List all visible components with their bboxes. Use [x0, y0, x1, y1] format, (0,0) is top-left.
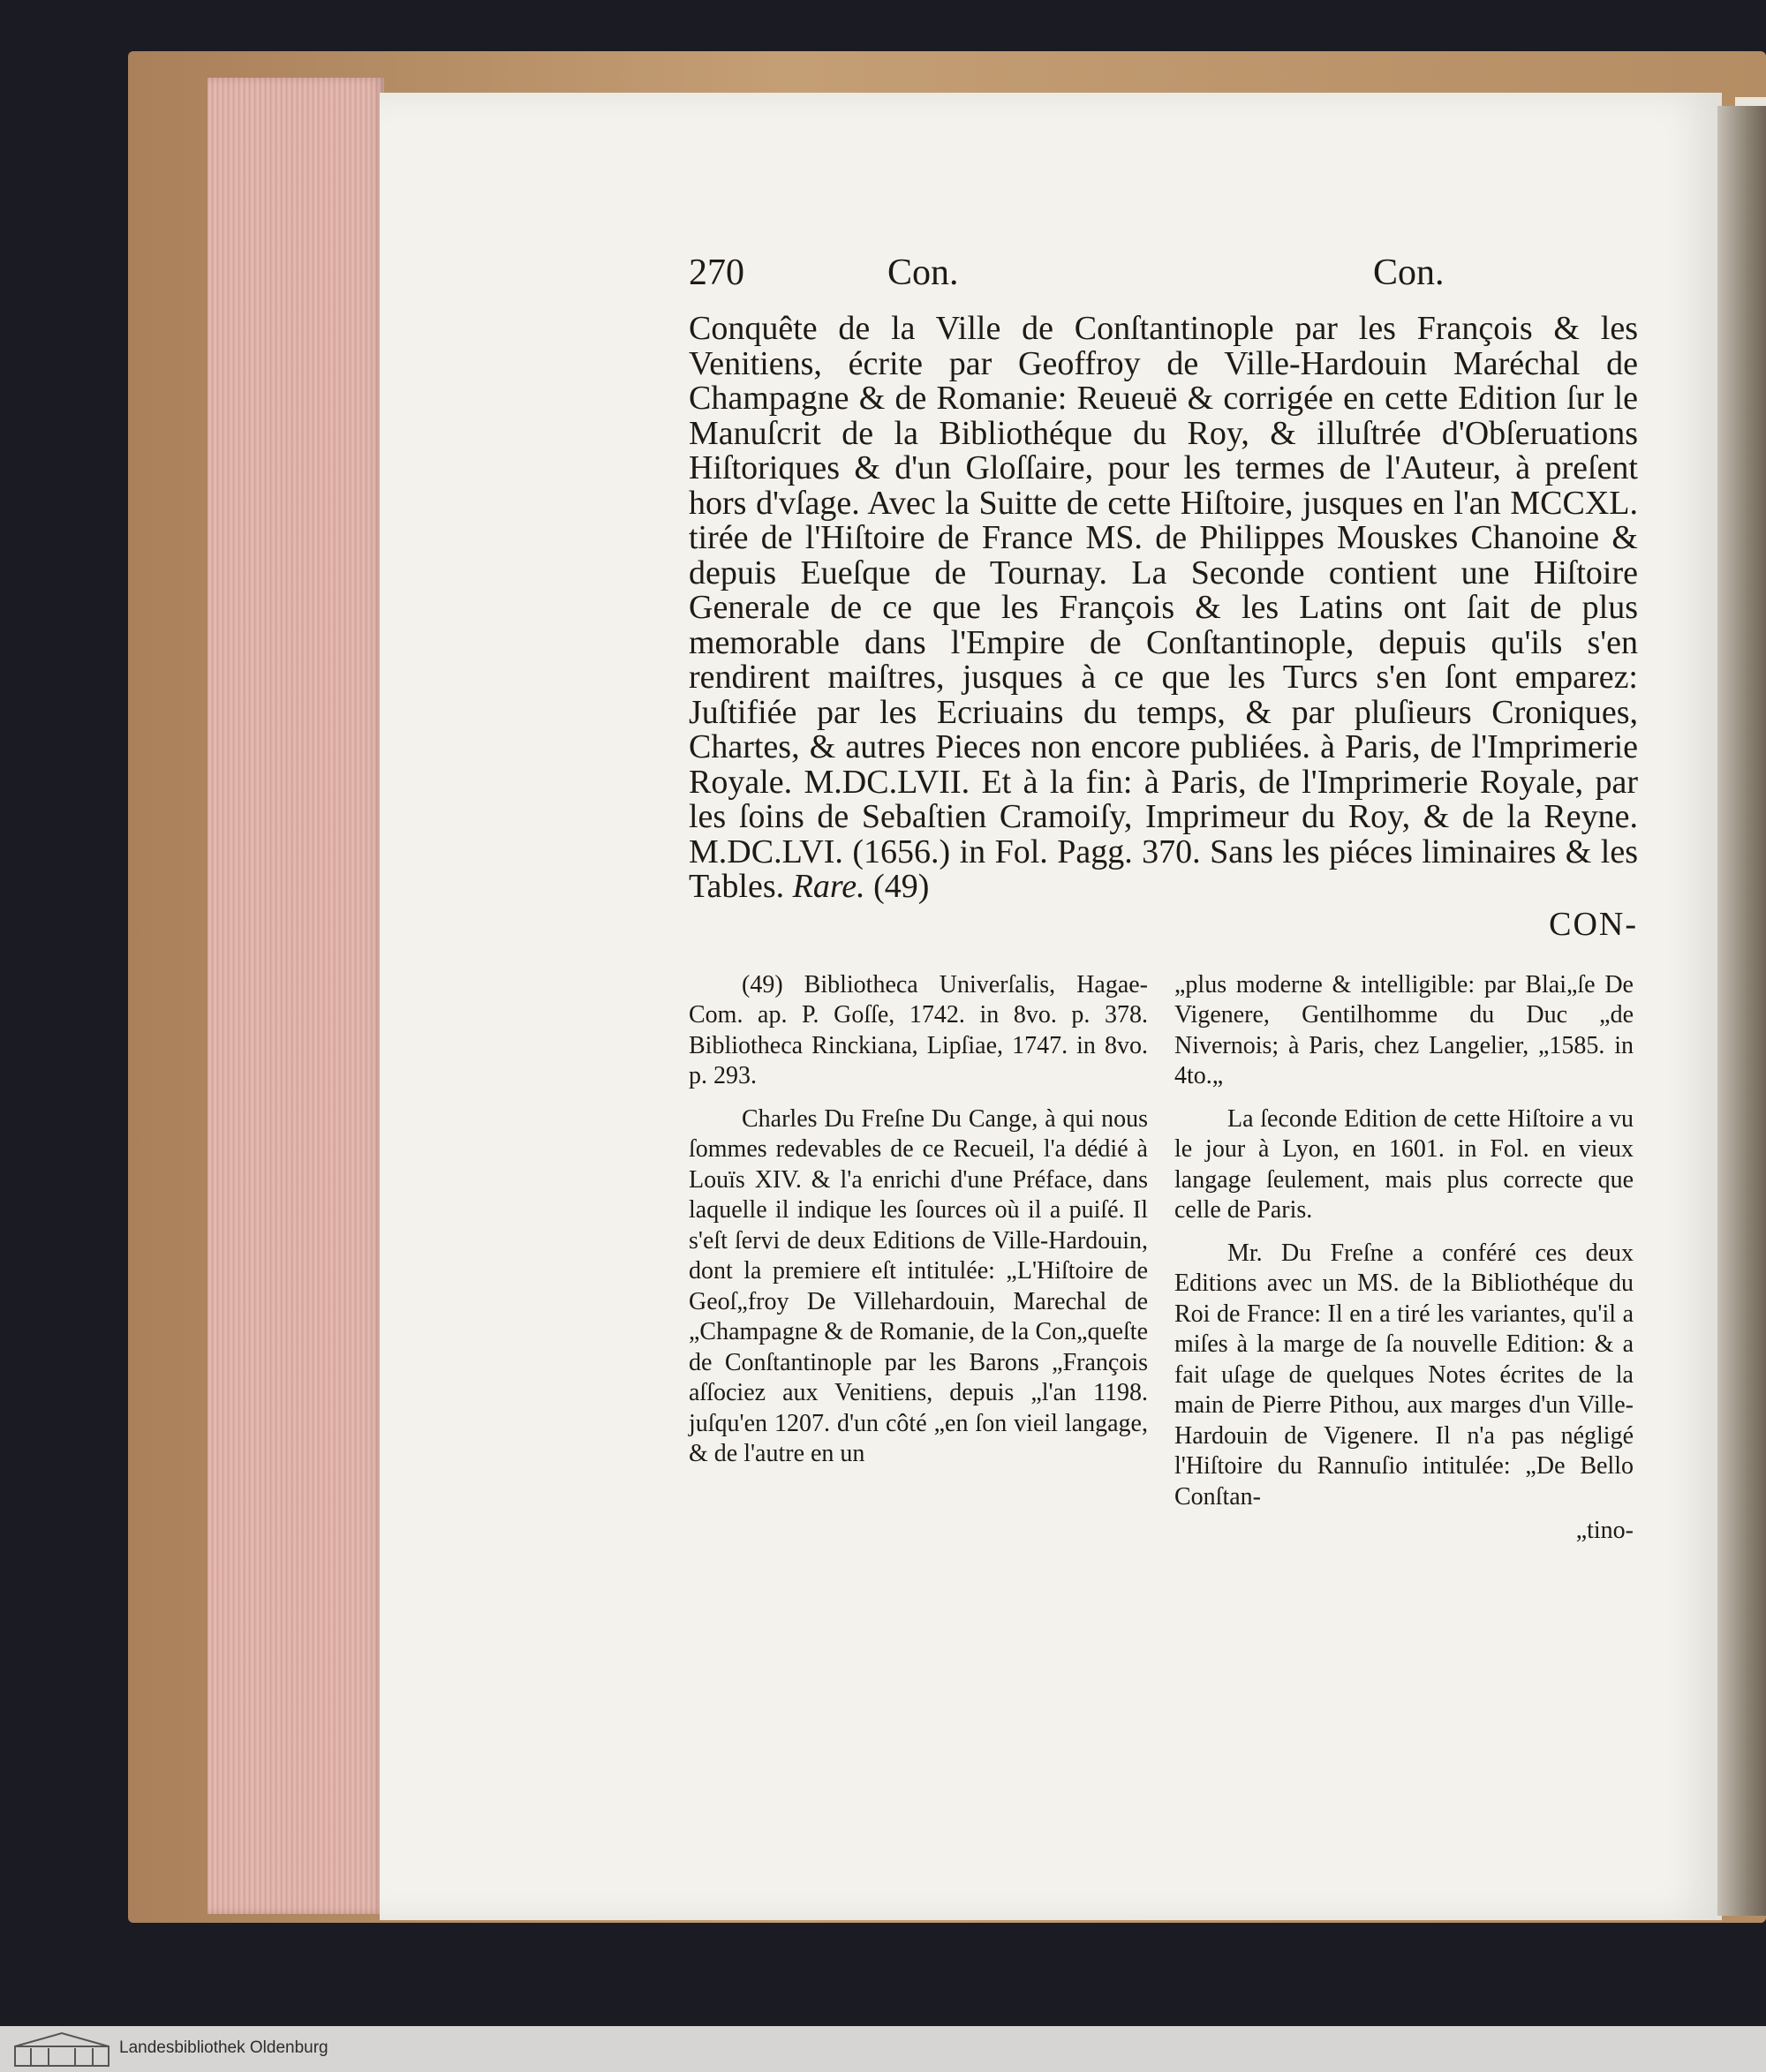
page-number: 270	[689, 252, 744, 293]
library-logo-icon	[13, 2031, 110, 2068]
catchword-bottom: „tino-	[1575, 1517, 1634, 1544]
book-gutter	[1717, 106, 1766, 1916]
catchword-top: CON-	[1549, 905, 1638, 943]
entry-body: Conquête de la Ville de Conſtantinople par les François & les Venitiens, écrite par Geoffroy de Ville-Hardouin Maréchal de Champagne & de Romanie: Reueuë & corrigée en cette Edition ſur le Manuſcrit de la Bibliothéque du Roy, & illuſtrée d'Obſeruations Hiſtoriques & d'un Gloſſaire, pour les termes de l'Auteur, à preſent hors d'vſage. Avec la Suitte de cette Hiſtoire, jusques en l'an MCCXL. tirée de l'Hiſtoire de France MS. de Philippes Mouskes Chanoine & depuis Eueſque de Tournay. La Seconde contient une Hiſtoire Generale de ce que les François & les Latins ont ſait de plus memorable dans l'Empire de Conſtantinople, depuis qu'ils s'en rendirent maiſtres, jusques à ce que les Turcs s'en ſont emparez: Juſtifiée par les Ecriuains du temps, & par pluſieurs Croniques, Chartes, & autres Pieces non encore publiées. à Paris, de l'Imprimerie Royale. M.DC.LVII. Et à la fin: à Paris, de l'Imprimerie Royale, par les ſoins de Sebaſtien Cramoiſy, Imprimeur du Roy, & de la Reyne. M.DC.LVI. (1656.) in Fol. Pagg. 370. Sans les piéces liminaires & les Tables.	[689, 310, 1638, 905]
footnote-paragraph: Mr. Du Freſne a conféré ces deux Editions avec un MS. de la Bibliothéque du Roi de France: Il en a tiré les variantes, qu'il a miſes à la marge de ſa nouvelle Edition: & a fait uſage de quelques Notes écrites de la main de Pierre Pithou, aux marges d'un Ville-Hardouin de Vigenere. Il n'a pas négligé l'Hiſtoire du Rannuſio intitulée: „De Bello Conſtan-	[1174, 1239, 1634, 1511]
footnote-paragraph: „plus moderne & intelligible: par Blai„ſe De Vigenere, Gentilhomme du Duc „de Nivernois; à Paris, chez Langelier, „1585. in 4to.„	[1174, 970, 1634, 1089]
footnote-paragraph: La ſeconde Edition de cette Hiſtoire a vu le jour à Lyon, en 1601. in Fol. en vieux langage ſeulement, mais plus correcte que celle de Paris.	[1174, 1104, 1634, 1224]
footnote-paragraph: (49) Bibliotheca Univerſalis, Hagae-Com. ap. P. Goſſe, 1742. in 8vo. p. 378. Bibliotheca Rinckiana, Lipſiae, 1747. in 8vo. p. 293.	[689, 970, 1148, 1089]
rarity-label: Rare.	[792, 868, 865, 905]
footnote-paragraph: Charles Du Freſne Du Cange, à qui nous ſommes redevables de ce Recueil, l'a dédié à Louïs XIV. & l'a enrichi d'une Préface, dans laquelle il indique les ſources où il a puiſé. Il s'eſt ſervi de deux Editions de Ville-Hardouin, dont la premiere eſt intitulée: „L'Hiſtoire de Geoſ„froy De Villehardouin, Marechal de „Champagne & de Romanie, de la Con„queſte de Conſtantinople par les Barons „François aſſociez aux Venitiens, depuis „l'an 1198. juſqu'en 1207. d'un côté „en ſon vieil langage, & de l'autre en un	[689, 1104, 1148, 1467]
page-edges	[208, 78, 384, 1914]
footnote-ref: (49)	[873, 868, 930, 905]
footnote-column-right	[1174, 970, 1634, 1547]
running-header	[689, 252, 1638, 305]
library-name: Landesbibliothek Oldenburg	[119, 2038, 328, 2057]
running-head-right: Con.	[1373, 252, 1445, 293]
footnote-columns	[689, 970, 1638, 1588]
page-text	[689, 252, 1638, 1588]
running-head-left: Con.	[887, 252, 959, 293]
footnote-column-left	[689, 970, 1148, 1482]
footer-bar	[0, 2026, 1766, 2072]
bibliographic-entry	[689, 312, 1638, 905]
